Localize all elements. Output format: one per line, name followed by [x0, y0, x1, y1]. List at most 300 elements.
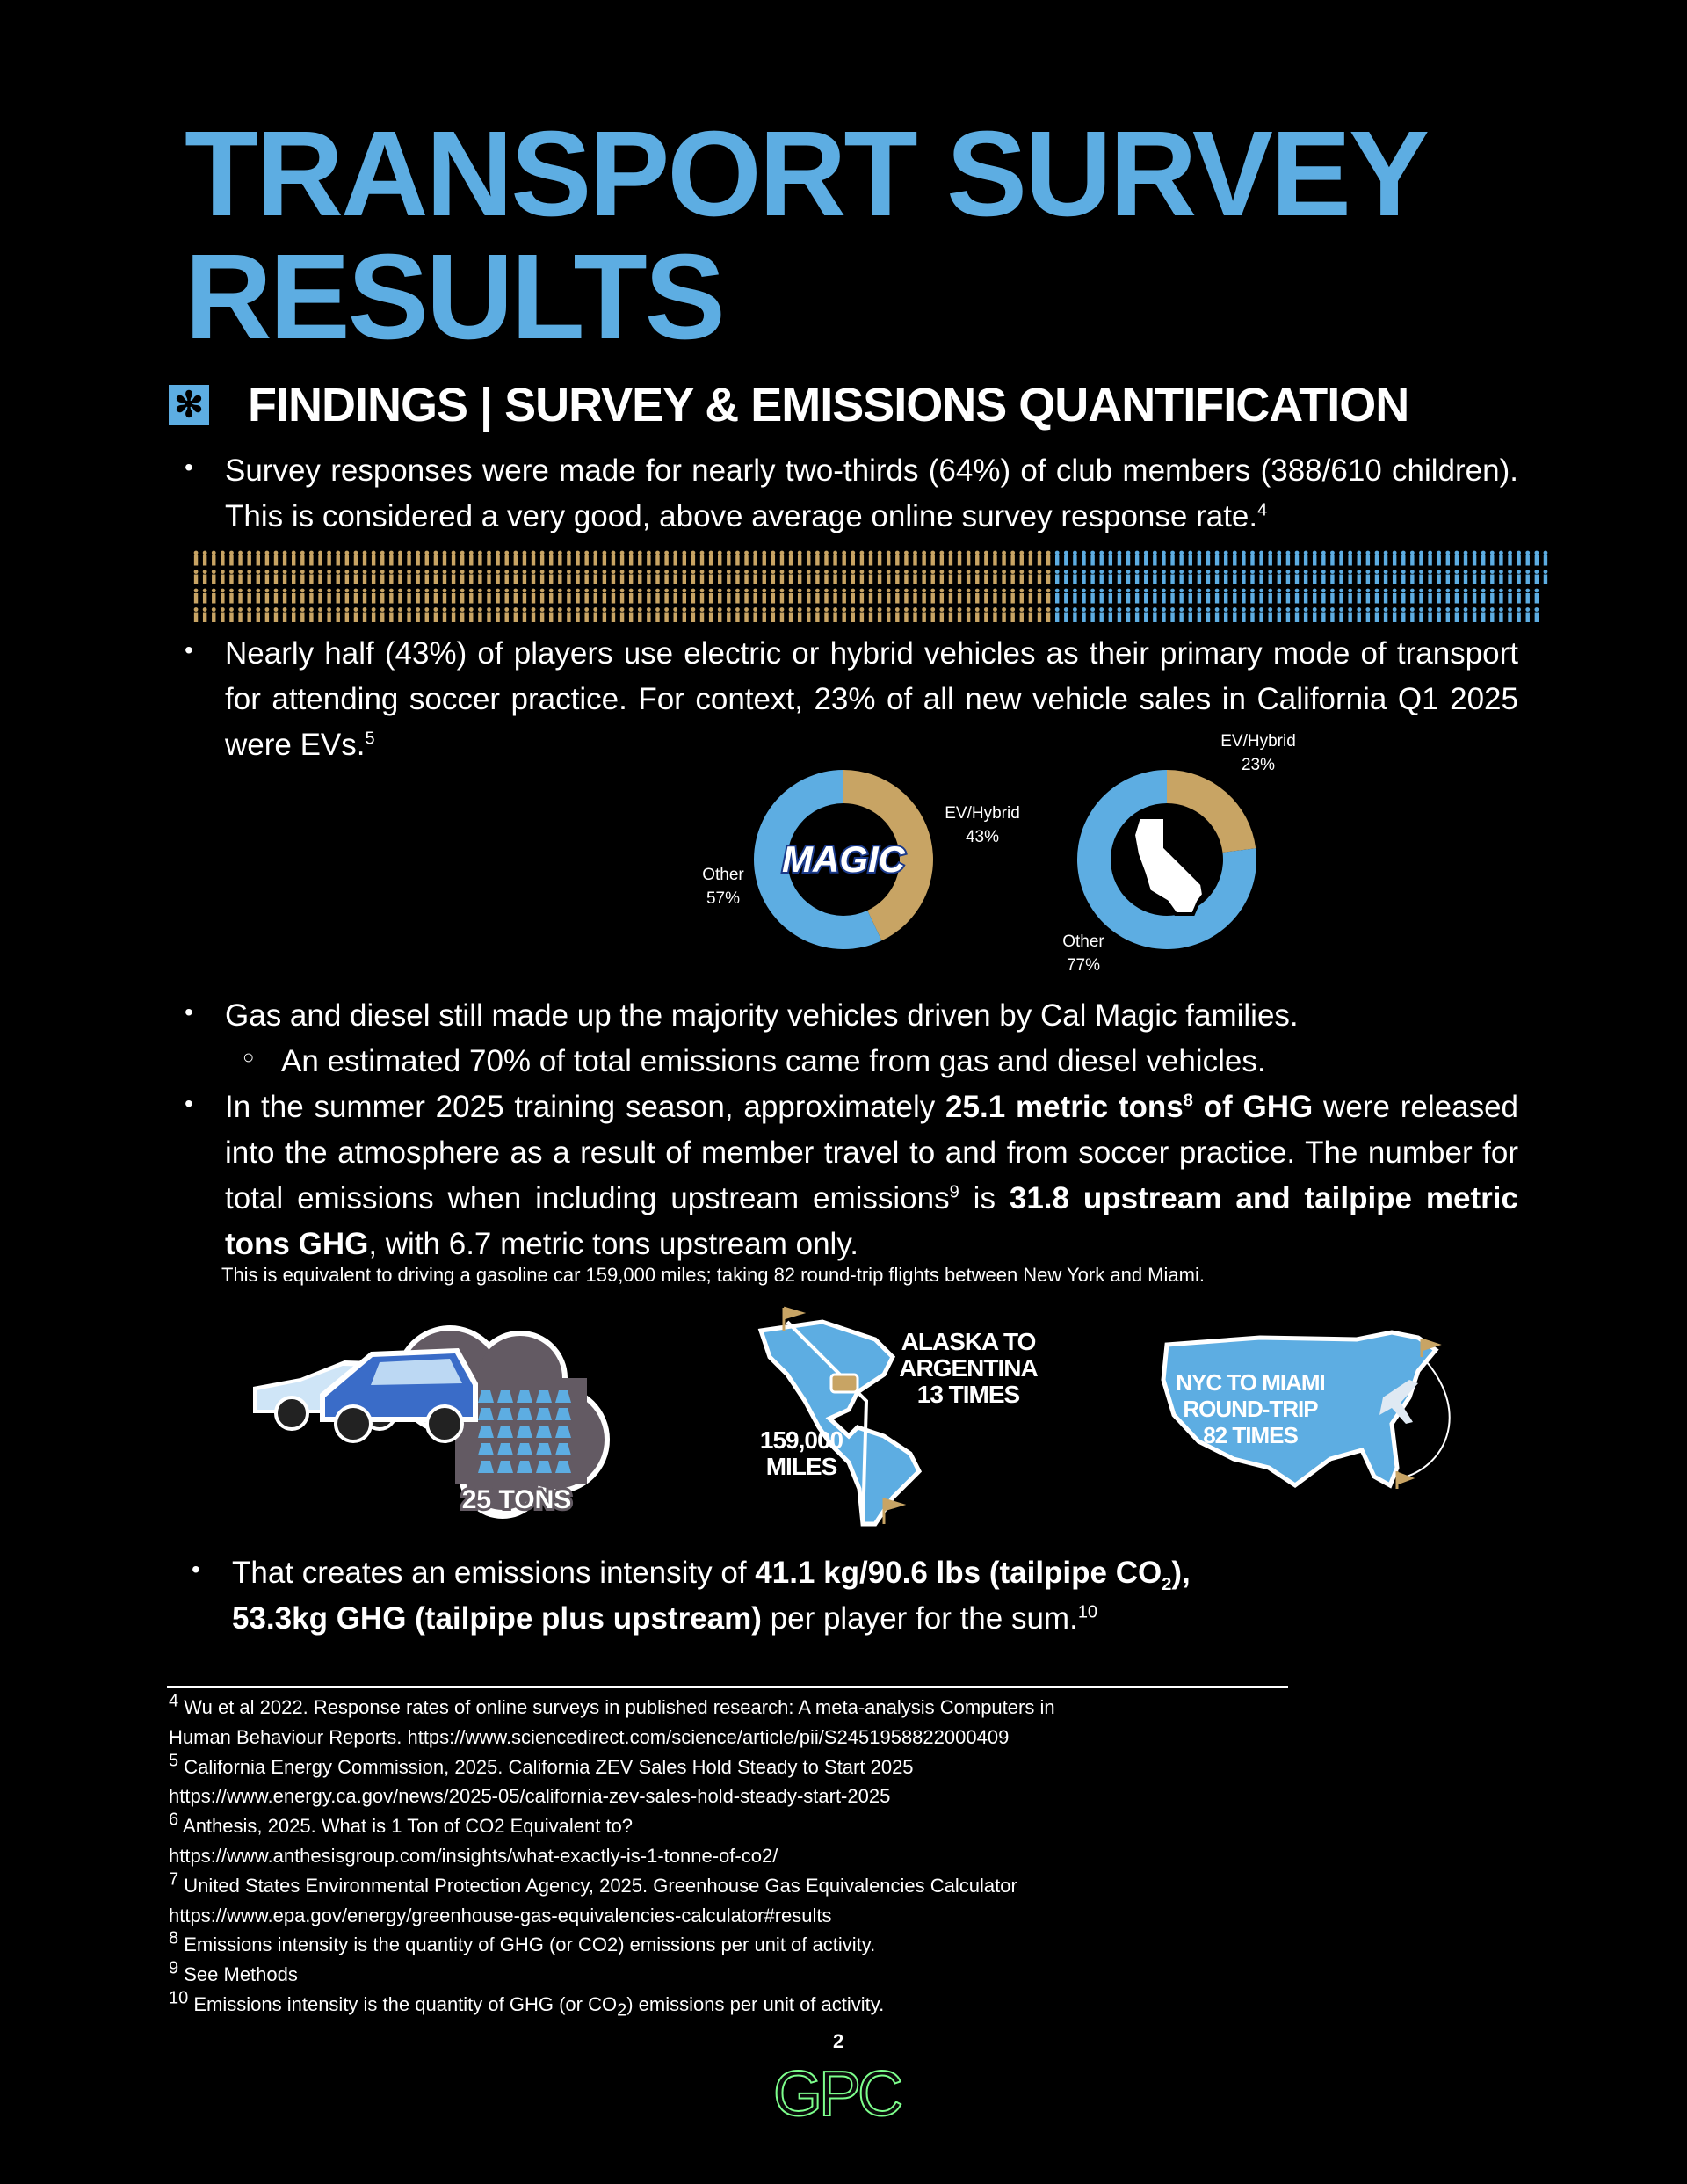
person-icon — [1304, 589, 1308, 604]
bullet-gas-diesel: Gas and diesel still made up the majority vehicles driven by Cal Magic families. — [225, 998, 1299, 1033]
person-icon — [238, 589, 243, 604]
bullet-intensity: That creates an emissions intensity of 41.1 kg/90.6 lbs (tailpipe $CO_2$), 53.3kg GHG (tailpipe plus upstream) per player for the sum.$^{10}$ — [232, 1556, 1191, 1636]
person-icon — [1365, 607, 1370, 622]
person-icon — [1126, 607, 1131, 622]
person-icon — [283, 570, 287, 584]
person-icon — [1038, 607, 1042, 622]
person-icon — [1534, 551, 1539, 566]
person-icon — [700, 570, 705, 584]
person-icon — [1473, 551, 1477, 566]
person-icon — [859, 570, 864, 584]
person-icon — [300, 589, 305, 604]
person-icon — [1259, 570, 1263, 584]
person-icon — [664, 551, 669, 566]
person-icon — [1179, 570, 1184, 584]
person-icon — [780, 607, 785, 622]
person-icon — [1330, 607, 1335, 622]
person-icon — [336, 551, 340, 566]
person-icon — [798, 607, 802, 622]
person-icon — [602, 570, 606, 584]
person-icon — [1090, 570, 1095, 584]
person-icon — [939, 589, 944, 604]
person-icon — [1437, 589, 1441, 604]
person-icon — [1544, 570, 1548, 584]
person-icon — [576, 589, 580, 604]
person-icon — [1357, 570, 1361, 584]
person-icon — [1339, 570, 1343, 584]
person-icon — [1339, 607, 1343, 622]
person-icon — [789, 607, 793, 622]
miles-label: 159,000 MILES — [759, 1426, 844, 1480]
person-icon — [1508, 570, 1512, 584]
person-icon — [895, 589, 900, 604]
equivalence-note: This is equivalent to driving a gasoline car 159,000 miles; taking 82 round-trip flights between New York and Miami. — [221, 1264, 1205, 1286]
person-icon — [523, 589, 527, 604]
person-icon — [558, 589, 562, 604]
person-icon — [824, 570, 829, 584]
person-icon — [833, 607, 837, 622]
person-icon — [584, 570, 589, 584]
person-icon — [407, 551, 411, 566]
person-icon — [807, 607, 811, 622]
person-icon — [949, 607, 953, 622]
person-icon — [433, 570, 438, 584]
person-icon — [1295, 607, 1300, 622]
person-icon — [1455, 589, 1459, 604]
person-icon — [753, 589, 757, 604]
person-icon — [869, 589, 873, 604]
donut-magic — [747, 763, 940, 956]
person-icon — [1206, 551, 1211, 566]
person-icon — [824, 607, 829, 622]
person-icon — [1365, 551, 1370, 566]
person-icon — [1473, 570, 1477, 584]
person-icon — [1055, 607, 1060, 622]
person-icon — [1064, 551, 1068, 566]
person-icon — [372, 607, 376, 622]
person-icon — [655, 570, 660, 584]
person-icon — [1419, 607, 1423, 622]
person-icon — [1401, 607, 1406, 622]
footnote-line: https://www.energy.ca.gov/news/2025-05/california-zev-sales-hold-steady-start-2025 — [169, 1785, 891, 1808]
person-icon — [709, 589, 713, 604]
person-icon — [1321, 551, 1326, 566]
person-icon — [612, 570, 616, 584]
person-icon — [842, 570, 846, 584]
person-icon — [292, 589, 296, 604]
person-icon — [380, 551, 385, 566]
person-icon — [1099, 570, 1104, 584]
alaska-argentina-label: ALASKA TO ARGENTINA 13 TIMES — [899, 1328, 1038, 1408]
person-icon — [1108, 589, 1112, 604]
person-icon — [1144, 607, 1148, 622]
person-icon — [887, 589, 891, 604]
person-icon — [363, 551, 367, 566]
person-icon — [807, 551, 811, 566]
person-icon — [612, 551, 616, 566]
person-icon — [922, 589, 926, 604]
person-icon — [274, 589, 279, 604]
person-icon — [469, 551, 474, 566]
california-icon — [1133, 817, 1204, 914]
person-icon — [1215, 570, 1220, 584]
person-icon — [1162, 570, 1166, 584]
person-icon — [1073, 570, 1077, 584]
person-icon — [869, 570, 873, 584]
person-icon — [354, 570, 358, 584]
person-icon — [469, 570, 474, 584]
person-icon — [336, 570, 340, 584]
person-icon — [673, 607, 677, 622]
bullet-survey-response: Survey responses were made for nearly two-thirds (64%) of club members (388/610 children). This is considered a very good, above average online survey response rate.$^4$ — [225, 453, 1518, 533]
person-icon — [469, 589, 474, 604]
person-icon — [958, 570, 962, 584]
person-icon — [1126, 551, 1131, 566]
nyc-miami-label: NYC TO MIAMI ROUND-TRIP 82 TIMES — [1176, 1369, 1325, 1448]
person-icon — [673, 589, 677, 604]
person-icon — [523, 551, 527, 566]
person-icon — [558, 607, 562, 622]
person-icon — [958, 551, 962, 566]
bullet-dot: • — [192, 1556, 200, 1583]
person-icon — [576, 607, 580, 622]
person-icon — [1046, 607, 1051, 622]
person-icon — [1144, 589, 1148, 604]
person-icon — [1099, 551, 1104, 566]
person-icon — [798, 570, 802, 584]
person-icon — [664, 589, 669, 604]
person-icon — [1304, 570, 1308, 584]
person-icon — [256, 589, 260, 604]
person-icon — [540, 589, 545, 604]
person-icon — [1019, 589, 1024, 604]
footnote-line: 7 United States Environmental Protection Agency, 2025. Greenhouse Gas Equivalencies Calculator — [169, 1869, 1017, 1897]
person-icon — [647, 551, 651, 566]
person-icon — [1108, 607, 1112, 622]
person-icon — [256, 570, 260, 584]
person-icon — [1445, 570, 1450, 584]
person-icon — [203, 570, 207, 584]
person-icon — [221, 570, 225, 584]
person-icon — [1002, 589, 1006, 604]
person-icon — [496, 607, 500, 622]
person-icon — [1108, 551, 1112, 566]
person-icon — [638, 570, 642, 584]
person-icon — [753, 607, 757, 622]
person-icon — [212, 589, 216, 604]
person-icon — [1393, 589, 1397, 604]
survey-people-bar — [192, 548, 1550, 624]
donut-magic-ev-label: EV/Hybrid 43% — [945, 804, 1020, 846]
person-icon — [1099, 589, 1104, 604]
person-icon — [327, 589, 331, 604]
person-icon — [1090, 589, 1095, 604]
person-icon — [1090, 607, 1095, 622]
person-icon — [1197, 551, 1201, 566]
person-icon — [1481, 551, 1486, 566]
gpc-logo: GPC — [773, 2059, 901, 2130]
person-icon — [372, 551, 376, 566]
person-icon — [1295, 589, 1300, 604]
person-icon — [363, 607, 367, 622]
person-icon — [1064, 570, 1068, 584]
person-icon — [887, 570, 891, 584]
asterisk-icon: ✻ — [169, 385, 209, 425]
person-icon — [380, 607, 385, 622]
person-icon — [780, 551, 785, 566]
person-icon — [567, 607, 571, 622]
person-icon — [691, 589, 696, 604]
person-icon — [460, 551, 465, 566]
person-icon — [682, 607, 686, 622]
person-icon — [1090, 551, 1095, 566]
person-icon — [700, 551, 705, 566]
person-icon — [1464, 570, 1468, 584]
person-icon — [221, 551, 225, 566]
person-icon — [771, 607, 775, 622]
person-icon — [1517, 570, 1521, 584]
person-icon — [1082, 551, 1086, 566]
person-icon — [1313, 570, 1317, 584]
person-icon — [407, 589, 411, 604]
person-icon — [318, 607, 322, 622]
donut-ca-other-label: Other 77% — [1062, 932, 1104, 975]
sub-bullet-emissions: An estimated 70% of total emissions came from gas and diesel vehicles. — [281, 1044, 1266, 1078]
person-icon — [1082, 589, 1086, 604]
person-icon — [744, 589, 749, 604]
person-icon — [487, 570, 491, 584]
person-icon — [1118, 589, 1122, 604]
sub-bullet-circle: ○ — [243, 1046, 255, 1068]
person-icon — [1384, 570, 1388, 584]
person-icon — [212, 570, 216, 584]
bullet-total-emissions: In the summer 2025 training season, approximately 25.1 metric tons$^8$ of GHG were released into the atmosphere as a result of member travel to and from soccer practice. The number for total emissions when including upstream emissions$^9$ is 31.8 upstream and tailpipe metric tons GHG, with 6.7 metric tons upstream only. — [225, 1090, 1518, 1261]
person-icon — [380, 589, 385, 604]
person-icon — [300, 551, 305, 566]
person-icon — [194, 589, 199, 604]
cars-cloud-illustration — [248, 1317, 617, 1519]
person-icon — [735, 607, 740, 622]
person-icon — [593, 607, 597, 622]
person-icon — [1046, 551, 1051, 566]
person-icon — [229, 589, 234, 604]
person-icon — [1304, 607, 1308, 622]
person-icon — [771, 551, 775, 566]
person-icon — [1170, 551, 1175, 566]
person-icon — [744, 607, 749, 622]
person-icon — [363, 589, 367, 604]
person-icon — [203, 551, 207, 566]
person-icon — [354, 551, 358, 566]
person-icon — [691, 570, 696, 584]
person-icon — [1002, 551, 1006, 566]
person-icon — [576, 570, 580, 584]
person-icon — [673, 570, 677, 584]
footnote-line: https://www.epa.gov/energy/greenhouse-gas-equivalencies-calculator#results — [169, 1904, 832, 1926]
person-icon — [878, 570, 882, 584]
person-icon — [967, 607, 971, 622]
person-icon — [1490, 589, 1495, 604]
person-icon — [709, 551, 713, 566]
person-icon — [629, 589, 634, 604]
person-icon — [1179, 589, 1184, 604]
person-icon — [1393, 607, 1397, 622]
person-icon — [602, 551, 606, 566]
person-icon — [558, 551, 562, 566]
person-icon — [1473, 589, 1477, 604]
person-icon — [1481, 589, 1486, 604]
person-icon — [878, 589, 882, 604]
person-icon — [1437, 570, 1441, 584]
person-icon — [567, 570, 571, 584]
person-icon — [354, 607, 358, 622]
person-icon — [647, 607, 651, 622]
person-icon — [1490, 570, 1495, 584]
person-icon — [1277, 607, 1281, 622]
person-icon — [567, 551, 571, 566]
person-icon — [292, 570, 296, 584]
person-icon — [1118, 570, 1122, 584]
person-icon — [1162, 589, 1166, 604]
person-icon — [815, 570, 820, 584]
person-icon — [1401, 551, 1406, 566]
person-icon — [1277, 551, 1281, 566]
person-icon — [593, 551, 597, 566]
person-icon — [1188, 551, 1192, 566]
person-icon — [1464, 607, 1468, 622]
person-icon — [327, 607, 331, 622]
person-icon — [789, 570, 793, 584]
person-icon — [256, 551, 260, 566]
person-icon — [1286, 607, 1291, 622]
person-icon — [922, 551, 926, 566]
person-icon — [1153, 551, 1157, 566]
footnotes — [169, 1693, 1055, 2020]
footnote-line: 4 Wu et al 2022. Response rates of online surveys in published research: A meta-analysis Computers in — [169, 1691, 1055, 1718]
person-icon — [1268, 551, 1272, 566]
person-icon — [487, 607, 491, 622]
person-icon — [789, 551, 793, 566]
person-icon — [1286, 570, 1291, 584]
person-icon — [389, 589, 394, 604]
person-icon — [229, 607, 234, 622]
person-icon — [1082, 607, 1086, 622]
person-icon — [895, 551, 900, 566]
person-icon — [638, 589, 642, 604]
person-icon — [1135, 607, 1140, 622]
person-icon — [398, 607, 402, 622]
person-icon — [798, 551, 802, 566]
person-icon — [718, 551, 722, 566]
person-icon — [1410, 570, 1415, 584]
person-icon — [443, 607, 447, 622]
person-icon — [1144, 551, 1148, 566]
car-icon — [831, 1375, 858, 1392]
person-icon — [478, 570, 482, 584]
person-icon — [1010, 589, 1015, 604]
person-icon — [549, 607, 554, 622]
person-icon — [389, 607, 394, 622]
person-icon — [532, 570, 536, 584]
person-icon — [584, 589, 589, 604]
person-icon — [1233, 607, 1237, 622]
person-icon — [682, 589, 686, 604]
person-icon — [309, 607, 314, 622]
person-icon — [1002, 607, 1006, 622]
person-icon — [1490, 551, 1495, 566]
person-icon — [949, 589, 953, 604]
person-icon — [602, 589, 606, 604]
person-icon — [771, 570, 775, 584]
person-icon — [504, 570, 509, 584]
person-icon — [318, 570, 322, 584]
person-icon — [887, 551, 891, 566]
person-icon — [1028, 551, 1032, 566]
person-icon — [264, 607, 269, 622]
person-icon — [247, 589, 251, 604]
footnote-line: 9 See Methods — [169, 1958, 298, 1986]
person-icon — [1464, 551, 1468, 566]
bullet-dot: • — [185, 453, 193, 481]
person-icon — [1038, 551, 1042, 566]
person-icon — [238, 607, 243, 622]
person-icon — [1188, 589, 1192, 604]
page-title: TRANSPORT SURVEY RESULTS — [185, 106, 1428, 365]
person-icon — [735, 589, 740, 604]
person-icon — [344, 589, 349, 604]
person-icon — [1215, 607, 1220, 622]
person-icon — [496, 551, 500, 566]
person-icon — [691, 551, 696, 566]
person-icon — [344, 607, 349, 622]
person-icon — [718, 589, 722, 604]
person-icon — [300, 607, 305, 622]
person-icon — [913, 551, 917, 566]
person-icon — [1233, 589, 1237, 604]
person-icon — [1365, 570, 1370, 584]
person-icon — [762, 607, 766, 622]
person-icon — [629, 551, 634, 566]
person-icon — [789, 589, 793, 604]
person-icon — [264, 589, 269, 604]
person-icon — [540, 607, 545, 622]
person-icon — [1428, 551, 1432, 566]
person-icon — [815, 589, 820, 604]
person-icon — [780, 570, 785, 584]
person-icon — [584, 607, 589, 622]
person-icon — [1073, 607, 1077, 622]
person-icon — [913, 607, 917, 622]
person-icon — [1055, 570, 1060, 584]
person-icon — [655, 551, 660, 566]
person-icon — [939, 570, 944, 584]
person-icon — [1224, 607, 1228, 622]
person-icon — [851, 570, 855, 584]
person-icon — [372, 589, 376, 604]
person-icon — [958, 607, 962, 622]
person-icon — [975, 551, 980, 566]
person-icon — [1410, 607, 1415, 622]
person-icon — [664, 607, 669, 622]
person-icon — [416, 551, 420, 566]
donut-ca-ev-label: EV/Hybrid 23% — [1220, 732, 1296, 774]
person-icon — [1010, 607, 1015, 622]
person-icon — [1259, 607, 1263, 622]
person-icon — [398, 589, 402, 604]
person-icon — [887, 607, 891, 622]
person-icon — [691, 607, 696, 622]
person-icon — [1295, 570, 1300, 584]
